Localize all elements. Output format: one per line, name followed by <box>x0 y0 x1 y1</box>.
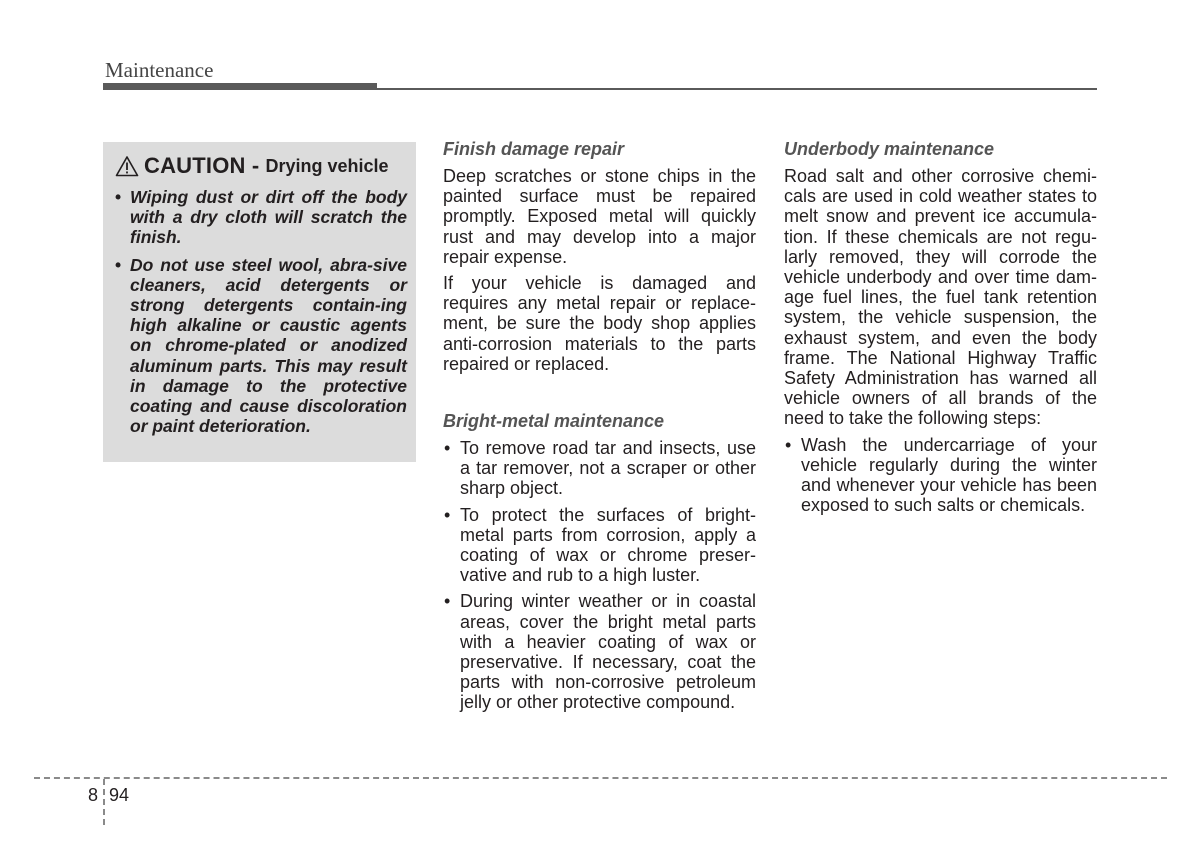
right-column <box>784 138 1097 521</box>
bright-metal-list <box>443 438 756 713</box>
underbody-list <box>784 435 1097 516</box>
page-number: 94 <box>109 785 130 805</box>
finish-damage-title: Finish damage repair <box>443 139 625 159</box>
caution-subtitle: Drying vehicle <box>265 155 389 176</box>
caution-list <box>115 187 407 436</box>
bright-metal-item: • To protect the surfaces of bright-metal parts from corrosion, apply a coating of wax or chrome preser-vative and rub to a high luster. <box>443 505 756 586</box>
caution-item: • Wiping dust or dirt off the body with a dry cloth will scratch the finish. <box>115 187 407 248</box>
caution-item: • Do not use steel wool, abra-sive cleaners, acid detergents or strong detergents contain-ing high alkaline or caustic agents on chrome-plated or anodized aluminum parts. This may result in damage to the protective coating and cause discoloration or paint deterioration. <box>115 255 407 437</box>
bright-metal-item: • During winter weather or in coastal areas, cover the bright metal parts with a heavier coating of wax or preservative. If necessary, coat the parts with non-corrosive petroleum jelly or other protective compound. <box>443 591 756 712</box>
header-rule-thick <box>103 83 377 90</box>
underbody-paragraph: Road salt and other corrosive chemi-cals are used in cold weather states to melt snow and prevent ice accumula-tion. If these chemicals are not regu-larly removed, they will corrode the vehicle underbody and over time dam-age fuel lines, the fuel tank retention system, the vehicle suspension, the exhaust system, and even the body frame. The National Highway Traffic Safety Administration has warned all vehicle owners of all brands of the need to take the following steps: <box>784 166 1097 429</box>
header-rule-thin <box>377 88 1097 90</box>
footer-divider <box>34 777 1167 779</box>
header-title: Maintenance <box>105 58 214 82</box>
chapter-number: 8 <box>88 785 99 805</box>
warning-triangle-icon <box>115 155 139 177</box>
finish-damage-paragraph: If your vehicle is damaged and requires any metal repair or replace-ment, be sure the body shop applies anti-corrosion materials to the parts repaired or replaced. <box>443 273 756 374</box>
caution-label: CAUTION - <box>144 153 260 178</box>
middle-column <box>443 138 756 719</box>
underbody-title: Underbody maintenance <box>784 139 995 159</box>
finish-damage-paragraph: Deep scratches or stone chips in the painted surface must be repaired promptly. Exposed metal will quickly rust and may develop into a major repair expense. <box>443 166 756 267</box>
bright-metal-title: Bright-metal maintenance <box>443 411 665 432</box>
footer-vertical-divider <box>103 779 105 825</box>
caution-box <box>103 142 416 462</box>
caution-title <box>115 153 407 179</box>
underbody-item: • Wash the undercarriage of your vehicle regularly during the winter and whenever your vehicle has been exposed to such salts or chemicals. <box>784 435 1097 516</box>
bright-metal-item: • To remove road tar and insects, use a tar remover, not a scraper or other sharp object. <box>443 438 756 499</box>
